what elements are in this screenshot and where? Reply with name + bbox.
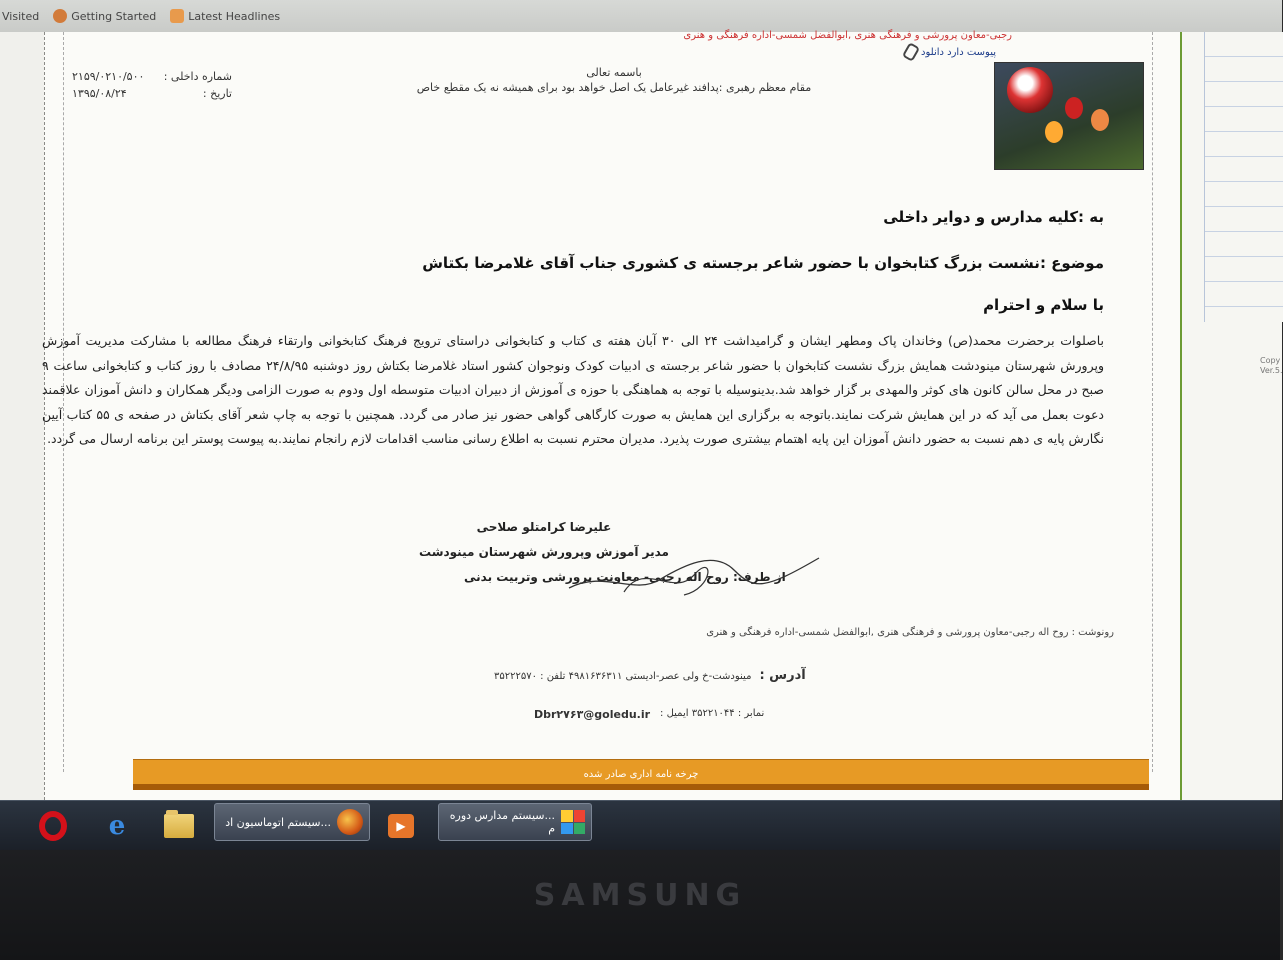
letter-contact [534, 708, 764, 721]
monitor-brand: SAMSUNG [533, 878, 747, 913]
file-explorer-icon[interactable] [162, 809, 196, 843]
taskbar-firefox-window[interactable]: ...سیستم اتوماسیون اد [214, 803, 370, 841]
meta-number-label: شماره داخلی : [163, 70, 232, 83]
logo-balloon [1065, 97, 1083, 119]
letter-cc: رونوشت : روح اله رجبی-معاون پرورشی و فرهنگی هنری ,ابوالفضل شمسی-اداره فرهنگی و هنری [706, 627, 1114, 638]
firefox-icon [53, 9, 67, 23]
taskbar-school-system-window[interactable]: ...سیستم مدارس دوره م [438, 803, 592, 841]
email-value: Dbr۲۷۶۳@goledu.ir [534, 708, 651, 721]
letter-from: از طرف: روح اله رجبی- معاونت پرورشی وتربیت بدنی [464, 570, 786, 584]
meta-date: ۱۳۹۵/۰۸/۲۴ [72, 87, 127, 100]
letter-document [44, 32, 1180, 800]
handwritten-signature [564, 540, 824, 600]
letter-motto: باسمه تعالی مقام معظم رهبری :پدافند غیرعامل یک اصل خواهد بود برای همیشه نه یک مقطع خاص [416, 66, 812, 94]
right-panel-list [1204, 32, 1283, 322]
monitor-bezel [0, 850, 1280, 960]
letter-greeting: با سلام و احترام [983, 296, 1104, 314]
bookmark-latest-headlines[interactable]: Latest Headlines [170, 9, 280, 23]
letter-subject: موضوع :نشست بزرگ کتابخوان با حضور شاعر برجسته ی کشوری جناب آقای غلامرضا بکتاش [422, 254, 1104, 272]
fax-value: نمابر : ۳۵۲۲۱۰۴۴ ایمیل : [660, 708, 765, 719]
letter-body: باصلوات برحضرت محمد(ص) وخاندان پاک ومطهر ایشان و گرامیداشت ۲۴ الی ۳۰ آبان هفته ی کتاب و کتابخوانی دراستای ترویج فرهنگ کتابخوانی وارتقاء فرهنگ مطالعه با مشارکت مدیریت آموزش وپرورش شهرستان مینودشت همایش بزرگ نشست کتابخوان با حضور شاعر برجسته ی ادبیات کودک ونوجوان کشور استاد غلامرضا بکتاش روز دوشنبه ۲۴/۸/۹۵ مصادف با روز کتاب و کتابخوانی ساعت ۹ صبح در محل سالن کانون های کوثر والمهدی بر گزار خواهد شد.بدینوسیله با توجه به هماهنگی با حوزه ی آموزش از دبیران ادبیات متوسطه اول ودوم به صورت الزامی ودیگر همکاران و دانش آموزان علاقمند دعوت بعمل می آید که در این همایش شرکت نمایند.باتوجه به برگزاری این همایش به صورت کارگاهی گواهی حضور نیز صادر می گردد. همچنین با توجه به چاپ شعر آقای بکتاش در صفحه ی ۵۵ کتاب آیین نگارش پایه ی دهم نسبت به حضور دانش آموزان این پایه اهتمام بیشتری صورت پذیرد. مدیران محترم نسبت به اطلاع رسانی مناسب اقدامات لازم رانجام نمایند.به پیوست پوستر این برنامه ارسال می گردد. [42, 333, 1105, 446]
app-icon [561, 810, 585, 834]
letter-frame [42, 30, 1153, 772]
letter-meta [72, 68, 232, 102]
firefox-icon [337, 809, 363, 835]
organization-logo [994, 62, 1144, 170]
signer-title: مدیر آموزش وپرورش شهرستان مینودشت [419, 545, 669, 559]
address-label: آدرس : [759, 668, 806, 683]
bookmark-getting-started[interactable]: Getting Started [53, 9, 156, 23]
address-value: مینودشت-خ ولی عصر-ادیستی ۴۹۸۱۶۳۶۳۱۱ تلفن : ۳۵۲۲۲۵۷۰ [494, 671, 752, 682]
logo-balloon [1045, 121, 1063, 143]
version-text: Copy Ver.5. [1260, 356, 1283, 375]
letter-address [494, 668, 806, 683]
meta-number: ۲۱۵۹/۰۲۱۰/۵۰۰ [72, 70, 145, 83]
top-cc-line: رجبی-معاون پرورشی و فرهنگی هنری ,ابوالفضل شمسی-اداره فرهنگی و هنری [683, 30, 1012, 41]
logo-globe [1007, 67, 1053, 113]
opera-icon[interactable] [36, 809, 70, 843]
meta-date-label: تاریخ : [202, 87, 232, 100]
internet-explorer-icon[interactable]: e [108, 811, 126, 841]
bookmarks-toolbar [0, 0, 1282, 33]
browser-viewport [0, 30, 1283, 800]
media-player-icon[interactable]: ▶ [384, 809, 418, 843]
bookmark-visited[interactable]: Visited [2, 9, 40, 23]
paperclip-icon [902, 42, 920, 62]
letter-recipient: به :کلیه مدارس و دوایر داخلی [883, 208, 1104, 226]
rss-icon [170, 9, 184, 23]
letter-cycle-bar[interactable]: چرخه نامه اداری صادر شده [133, 759, 1149, 790]
signer-name: علیرضا کرامتلو صلاحی [476, 520, 612, 534]
windows-taskbar [0, 800, 1280, 851]
logo-balloon [1091, 109, 1109, 131]
right-side-panel [1180, 32, 1282, 800]
attachment-link[interactable]: پیوست دارد دانلود [905, 44, 996, 60]
bar-shadow [133, 784, 1149, 790]
